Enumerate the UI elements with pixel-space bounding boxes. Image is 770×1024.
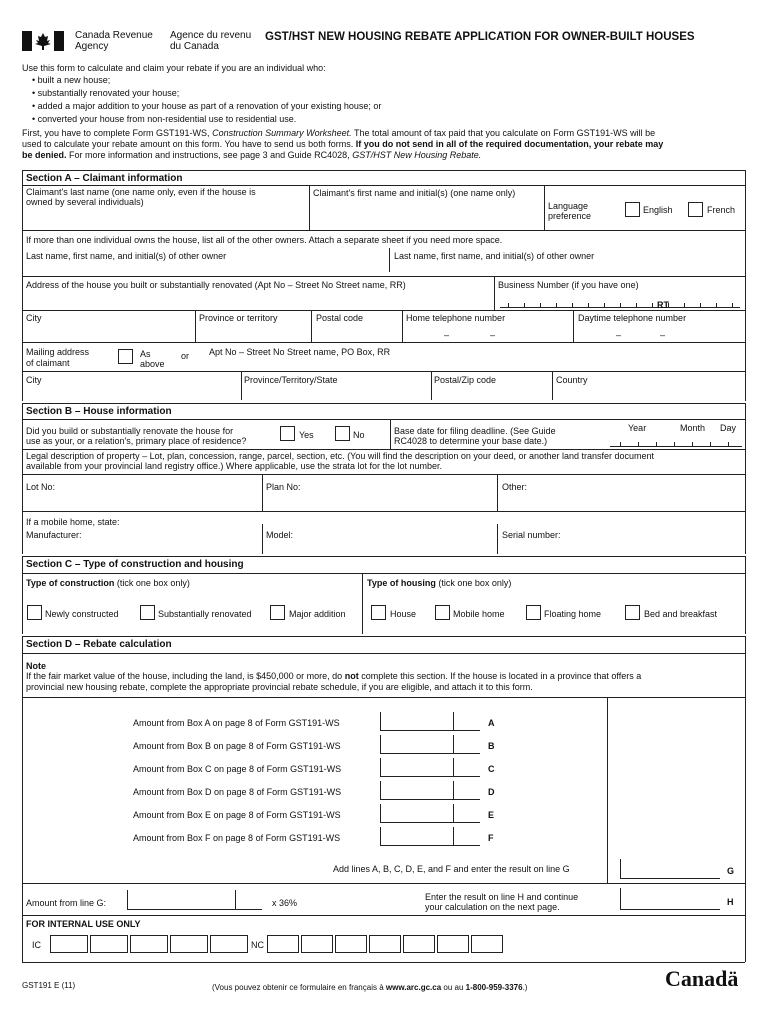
newly-constructed-checkbox[interactable] — [27, 605, 42, 620]
cents-divider — [453, 804, 454, 823]
manufacturer-field[interactable] — [95, 526, 260, 552]
date-tick — [692, 442, 693, 447]
calc-line-code: F — [488, 833, 494, 843]
agency-name-fr: Agence du revenu du Canada — [170, 30, 252, 52]
calc-line-label: Amount from Box B on page 8 of Form GST191-WS — [133, 741, 341, 751]
major-addition-checkbox[interactable] — [270, 605, 285, 620]
cents-divider — [453, 758, 454, 777]
plan-label: Plan No: — [266, 482, 301, 492]
section-d-title: Section D – Rebate calculation — [26, 639, 172, 650]
city-field[interactable] — [23, 325, 194, 341]
bed-and-breakfast-label: Bed and breakfast — [644, 609, 718, 619]
lot-label: Lot No: — [26, 482, 56, 492]
manufacturer-label: Manufacturer: — [26, 530, 82, 540]
calc-line-label: Amount from Box D on page 8 of Form GST191-WS — [133, 787, 342, 797]
nc-label: NC — [251, 940, 264, 950]
claimant-last-name-label: Claimant's last name (one name only, even if the house is owned by several individuals) — [26, 187, 256, 207]
section-a-title: Section A – Claimant information — [26, 173, 183, 184]
section-b-title: Section B – House information — [26, 406, 172, 417]
mailing-postal-field[interactable] — [433, 386, 551, 399]
country-field[interactable] — [554, 386, 744, 399]
calc-line-label: Amount from Box C on page 8 of Form GST191-WS — [133, 764, 342, 774]
newly-constructed-label: Newly constructed — [45, 609, 119, 619]
calc-line-label: Amount from Box A on page 8 of Form GST191-WS — [133, 718, 340, 728]
other-field[interactable] — [535, 478, 743, 508]
note-line-1: If the fair market value of the house, including the land, is $450,000 or more, do not complete this section. If the house is located in a province that offers a — [26, 671, 642, 681]
date-tick — [638, 442, 639, 447]
internal-code-box[interactable] — [301, 935, 333, 953]
times-36-percent: x 36% — [272, 898, 298, 908]
intro-paragraph-line-3: be denied. For more information and instructions, see page 3 and Guide RC4028, GST/HST New Housing Rebate. — [22, 150, 482, 160]
other-owner-2-label: Last name, first name, and initial(s) of other owner — [394, 251, 595, 261]
construction-type-label: Type of construction (tick one box only) — [26, 578, 190, 588]
other-label: Other: — [502, 482, 528, 492]
year-label: Year — [628, 423, 647, 433]
calc-line-code: A — [488, 718, 495, 728]
daytime-phone-label: Daytime telephone number — [578, 313, 687, 323]
cents-divider — [453, 712, 454, 731]
housing-type-label: Type of housing (tick one box only) — [367, 578, 512, 588]
calc-line-field[interactable] — [380, 712, 480, 731]
cents-divider — [453, 781, 454, 800]
yes-label: Yes — [299, 430, 314, 440]
mailing-postal-label: Postal/Zip code — [434, 375, 497, 385]
internal-code-box[interactable] — [403, 935, 435, 953]
floating-home-label: Floating home — [544, 609, 602, 619]
digit-tick — [524, 303, 525, 308]
amount-from-g-field[interactable] — [127, 890, 262, 910]
intro-bullet-2: • substantially renovated your house; — [32, 88, 180, 98]
intro-paragraph-line-2: used to calculate your rebate amount on this form. You have to send us both forms. If you do not send in all of the required documentation, your rebate may — [22, 139, 664, 149]
house-checkbox[interactable] — [371, 605, 386, 620]
intro-bullet-4: • converted your house from non-residential use to residential use. — [32, 114, 297, 124]
no-label: No — [353, 430, 365, 440]
home-phone-field[interactable] — [404, 325, 572, 341]
model-label: Model: — [266, 530, 294, 540]
internal-code-box[interactable] — [471, 935, 503, 953]
internal-code-box[interactable] — [170, 935, 208, 953]
intro-bullet-3: • added a major addition to your house as part of a renovation of your existing house; or — [32, 101, 382, 111]
legal-description-label: Legal description of property – Lot, plan, concession, range, parcel, section, etc. (You will find the description on your deed, or another land transfer document available from your provincial land registry office.) Where applicable, use the strata lot for the lot number. — [26, 451, 655, 471]
line-h-code: H — [727, 897, 734, 907]
line-g-code: G — [727, 866, 735, 876]
house-label: House — [390, 609, 417, 619]
address-label: Address of the house you built or substantially renovated (Apt No – Street No Street name, RR) — [26, 280, 406, 290]
mailing-province-field[interactable] — [243, 386, 430, 399]
city-label: City — [26, 313, 42, 323]
digit-tick — [604, 303, 605, 308]
home-phone-dash-2: – — [490, 330, 496, 340]
calc-line-code: E — [488, 810, 495, 820]
model-field[interactable] — [300, 526, 495, 552]
calc-line-code: C — [488, 764, 495, 774]
language-preference-label: Language preference — [548, 201, 592, 221]
amount-from-g-label: Amount from line G: — [26, 898, 107, 908]
rt-label: RT — [657, 300, 669, 310]
cents-divider — [453, 827, 454, 846]
french-checkbox[interactable] — [688, 202, 703, 217]
digit-tick — [572, 303, 573, 308]
internal-code-box[interactable] — [90, 935, 128, 953]
calc-line-label: Amount from Box F on page 8 of Form GST191-WS — [133, 833, 341, 843]
calc-line-field[interactable] — [380, 827, 480, 846]
english-checkbox[interactable] — [625, 202, 640, 217]
mobile-home-checkbox[interactable] — [435, 605, 450, 620]
date-tick — [656, 442, 657, 447]
intro-paragraph-line-1: First, you have to complete Form GST191-WS, Construction Summary Worksheet. The total amount of tax paid that you calculate on Form GST191-WS will be — [22, 128, 656, 138]
internal-code-box[interactable] — [335, 935, 367, 953]
french-label: French — [707, 205, 736, 215]
month-label: Month — [680, 423, 706, 433]
calc-line-code: D — [488, 787, 495, 797]
english-label: English — [643, 205, 673, 215]
day-phone-dash: – — [616, 330, 622, 340]
serial-field[interactable] — [570, 526, 743, 552]
line-h-instruction: Enter the result on line H and continue your calculation on the next page. — [425, 892, 579, 912]
internal-code-box[interactable] — [130, 935, 168, 953]
mailing-address-label: Mailing address of claimant — [26, 347, 90, 368]
mobile-home-label: If a mobile home, state: — [26, 517, 120, 527]
intro-bullet-1: • built a new house; — [32, 75, 111, 85]
calc-line-field[interactable] — [380, 781, 480, 800]
postal-code-field[interactable] — [312, 325, 401, 341]
calc-line-field[interactable] — [380, 804, 480, 823]
digit-tick — [652, 303, 653, 308]
province-field[interactable] — [196, 325, 310, 341]
canada-wordmark: Canadä — [665, 966, 739, 991]
intro-lead: Use this form to calculate and claim your rebate if you are an individual who: — [22, 63, 326, 73]
claimant-first-name-field[interactable] — [310, 212, 543, 229]
daytime-phone-field[interactable] — [575, 325, 744, 341]
plan-field[interactable] — [305, 478, 495, 508]
home-phone-label: Home telephone number — [406, 313, 506, 323]
calc-line-label: Amount from Box E on page 8 of Form GST191-WS — [133, 810, 341, 820]
substantially-renovated-label: Substantially renovated — [158, 609, 252, 619]
digit-tick — [588, 303, 589, 308]
digit-tick — [716, 303, 717, 308]
residence-yes-checkbox[interactable] — [280, 426, 295, 441]
calc-line-code: B — [488, 741, 495, 751]
mailing-city-label: City — [26, 375, 42, 385]
digit-tick — [620, 303, 621, 308]
mailing-street-field[interactable] — [205, 359, 744, 370]
digit-tick — [684, 303, 685, 308]
digit-tick — [556, 303, 557, 308]
digit-tick — [636, 303, 637, 308]
internal-code-box[interactable] — [210, 935, 248, 953]
internal-code-box[interactable] — [437, 935, 469, 953]
date-tick — [620, 442, 621, 447]
as-above-checkbox[interactable] — [118, 349, 133, 364]
cents-divider — [453, 735, 454, 754]
internal-code-box[interactable] — [50, 935, 88, 953]
canada-flag-logo — [22, 31, 64, 51]
as-above-label: As above — [140, 349, 165, 369]
calc-line-field[interactable] — [380, 735, 480, 754]
home-phone-dash: – — [444, 330, 450, 340]
country-label: Country — [556, 375, 588, 385]
internal-code-box[interactable] — [369, 935, 401, 953]
other-owner-1-label: Last name, first name, and initial(s) of other owner — [26, 251, 227, 261]
digit-tick — [540, 303, 541, 308]
mailing-province-label: Province/Territory/State — [244, 375, 338, 385]
date-tick — [728, 442, 729, 447]
calc-line-field[interactable] — [380, 758, 480, 777]
base-date-label: Base date for filing deadline. (See Guide RC4028 to determine your base date.) — [394, 426, 556, 446]
day-phone-dash-2: – — [660, 330, 666, 340]
day-label: Day — [720, 423, 737, 433]
digit-tick — [668, 303, 669, 308]
multiple-owners-note: If more than one individual owns the house, list all of the other owners. Attach a separate sheet if you need more space. — [26, 235, 503, 245]
base-date-field[interactable] — [610, 436, 742, 447]
date-tick — [710, 442, 711, 447]
claimant-first-name-label: Claimant's first name and initial(s) (one name only) — [313, 188, 516, 198]
internal-use-title: FOR INTERNAL USE ONLY — [26, 919, 141, 929]
business-number-label: Business Number (if you have one) — [498, 280, 639, 290]
other-owner-1-field[interactable] — [23, 261, 388, 272]
line-g-instruction: Add lines A, B, C, D, E, and F and enter the result on line G — [333, 864, 570, 874]
lot-field[interactable] — [60, 478, 260, 508]
residence-no-checkbox[interactable] — [335, 426, 350, 441]
note-title: Note — [26, 661, 46, 671]
form-id: GST191 E (11) — [22, 981, 76, 990]
other-owner-2-field[interactable] — [390, 261, 744, 272]
line-h-field[interactable] — [620, 888, 720, 910]
digit-tick — [700, 303, 701, 308]
major-addition-label: Major addition — [289, 609, 346, 619]
note-line-2: provincial new housing rebate, complete the appropriate provincial rebate schedule, if you are eligible, and attach it to this form. — [26, 682, 533, 692]
agency-name-en: Canada Revenue Agency — [75, 30, 153, 52]
internal-code-box[interactable] — [267, 935, 299, 953]
province-label: Province or territory — [199, 313, 278, 323]
mobile-home-option-label: Mobile home — [453, 609, 505, 619]
mailing-city-field[interactable] — [23, 386, 240, 399]
french-availability-note: (Vous pouvez obtenir ce formulaire en français à www.arc.gc.ca ou au 1-800-959-3376.) — [212, 983, 528, 992]
mailing-street-label: Apt No – Street No Street name, PO Box, RR — [209, 347, 391, 357]
floating-home-checkbox[interactable] — [526, 605, 541, 620]
primary-residence-question: Did you build or substantially renovate the house for use as your, or a relation's, primary place of residence? — [26, 426, 247, 446]
bed-and-breakfast-checkbox[interactable] — [625, 605, 640, 620]
digit-tick — [508, 303, 509, 308]
or-label: or — [181, 351, 190, 361]
serial-label: Serial number: — [502, 530, 561, 540]
line-g-field[interactable] — [620, 859, 720, 879]
section-c-title: Section C – Type of construction and housing — [26, 559, 244, 570]
digit-tick — [732, 303, 733, 308]
address-field[interactable] — [23, 292, 493, 309]
date-tick — [674, 442, 675, 447]
ic-label: IC — [32, 940, 41, 950]
claimant-last-name-field[interactable] — [23, 212, 308, 229]
postal-code-label: Postal code — [316, 313, 364, 323]
form-title: GST/HST NEW HOUSING REBATE APPLICATION FOR OWNER-BUILT HOUSES — [265, 31, 695, 43]
substantially-renovated-checkbox[interactable] — [140, 605, 155, 620]
